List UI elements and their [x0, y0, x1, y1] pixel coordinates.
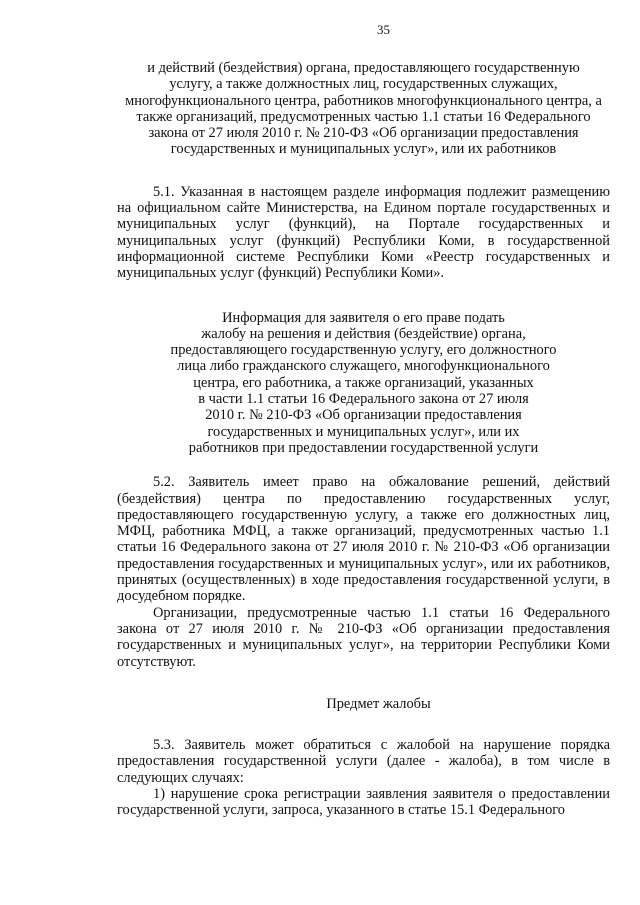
heading-text: Предмет жалобы: [326, 695, 431, 712]
heading-line: жалобу на решения и действия (бездействие) органа,: [201, 325, 526, 342]
heading-line: лица либо гражданского служащего, многофункционального: [177, 358, 550, 375]
heading-line: услугу, а также должностных лиц, государственных служащих,: [169, 76, 558, 93]
heading-line: предоставляющего государственную услугу, его должностного: [170, 342, 557, 359]
heading-line: также организаций, предусмотренных частью 1.1 статьи 16 Федерального: [136, 108, 591, 125]
section-heading-complaints: [117, 60, 610, 158]
heading-line: 2010 г. № 210-ФЗ «Об организации предоставления: [205, 407, 522, 424]
heading-line: государственных и муниципальных услуг», или их работников: [170, 141, 557, 158]
heading-line: работников при предоставлении государственной услуги: [188, 439, 539, 456]
paragraph-organizations: Организации, предусмотренные частью 1.1 статьи 16 Федерального закона от 27 июля 2010 г. № 210-ФЗ «Об организации предоставления государственных и муниципальных услуг», на территории Республики Коми отсутствуют.: [117, 604, 610, 670]
page-number: 35: [377, 22, 390, 37]
list-item-1: 1) нарушение срока регистрации заявления заявителя о предоставлении государственной услуги, запроса, указанного в статье 15.1 Федерального: [117, 785, 610, 819]
paragraph-5-2: 5.2. Заявитель имеет право на обжалование решений, действий (бездействия) центра по предоставлению государственных услуг, предоставляющего государственную услугу, а также его должностных лиц, МФЦ, работника МФЦ, а также организаций, предусмотренных частью 1.1 статьи 16 Федерального закона от 27 июля 2010 г. № 210-ФЗ «Об организации предоставления государственных и муниципальных услуг», или их работников, принятых (осуществленных) в ходе предоставления государственной услуги, в досудебном порядке.: [117, 474, 610, 605]
heading-line: Информация для заявителя о его праве подать: [222, 309, 505, 326]
heading-line: многофункционального центра, работников многофункционального центра, а: [125, 92, 602, 109]
section-heading-right-to-complain: [117, 310, 610, 457]
heading-line: центра, его работника, а также организаций, указанных: [193, 374, 534, 391]
paragraph-5-3: 5.3. Заявитель может обратиться с жалобой на нарушение порядка предоставления государственной услуги (далее - жалоба), в том числе в следующих случаях:: [117, 737, 610, 786]
paragraph-5-1: 5.1. Указанная в настоящем разделе информация подлежит размещению на официальном сайте Министерства, на Едином портале государственных и муниципальных услуг (функций), на Портале государственных и муниципальных услуг (функций) Республики Коми, в государственной информационной системе Республики Коми «Реестр государственных и муниципальных услуг (функций) Республики Коми».: [117, 183, 610, 282]
heading-line: в части 1.1 статьи 16 Федерального закона от 27 июля: [198, 391, 529, 408]
heading-line: государственных и муниципальных услуг», или их: [207, 423, 520, 440]
heading-line: закона от 27 июля 2010 г. № 210-ФЗ «Об организации предоставления: [148, 125, 579, 142]
section-heading-complaint-subject: [117, 696, 610, 712]
heading-line: и действий (бездействия) органа, предоставляющего государственную: [147, 60, 580, 76]
